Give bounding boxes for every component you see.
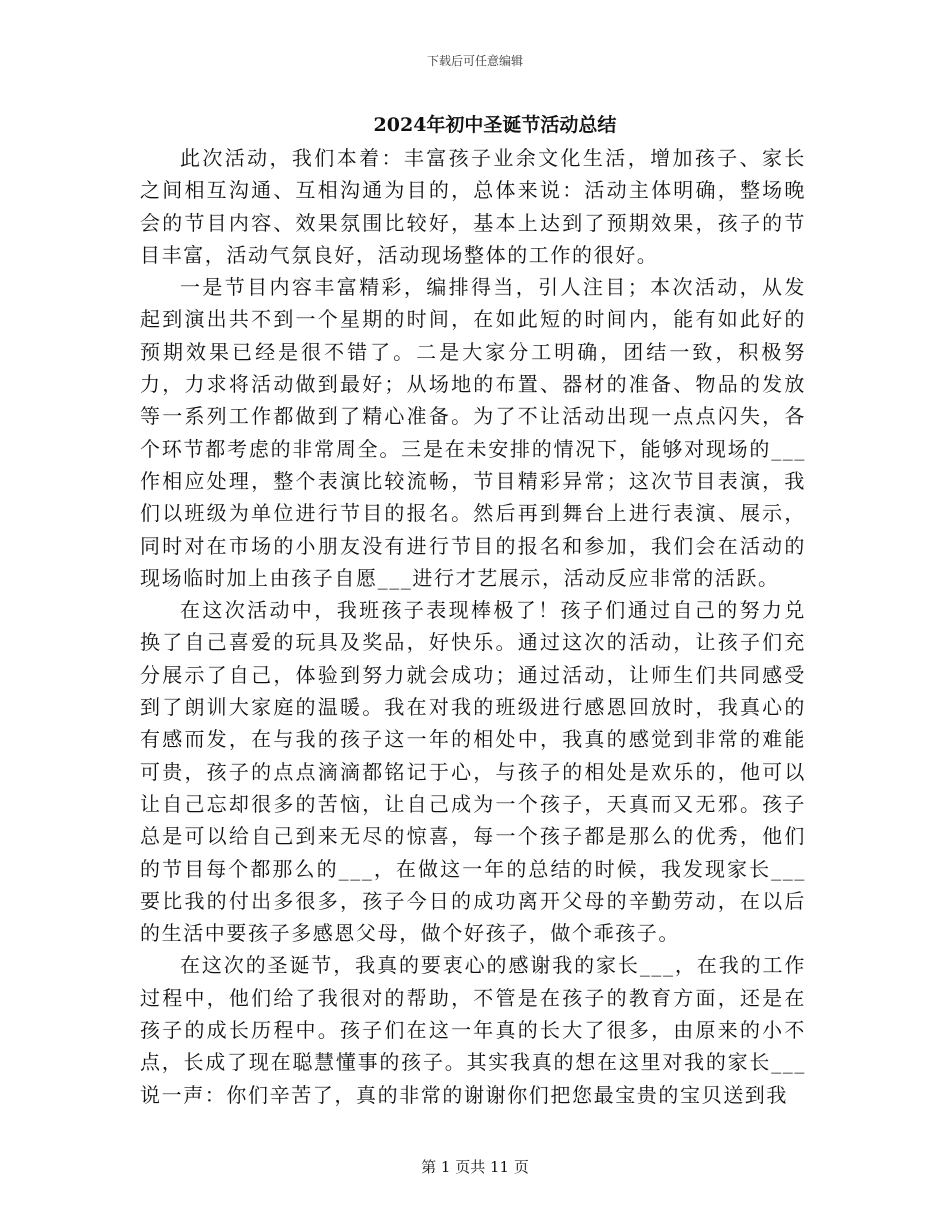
download-note: 下载后可任意编辑 [426, 54, 523, 68]
document-title: 2024年初中圣诞节活动总结 [373, 114, 617, 136]
page-number: 第 1 页共 11 页 [421, 1158, 529, 1176]
paragraph-class-performance: 在这次活动中，我班孩子表现棒极了！孩子们通过自己的努力兑换了自己喜爱的玩具及奖品，好快乐。通过这次的活动，让孩子们充分展示了自己，体验到努力就会成功；通过活动，让师生们共同感受到了朗训大家庭的温暖。我在对我的班级进行感恩回放时，我真心的有感而发，在与我的孩子这一年的相处中，我真的感觉到非常的难能可贵，孩子的点点滴滴都铭记于心，与孩子的相处是欢乐的，他可以让自己忘却很多的苦恼，让自己成为一个孩子，天真而又无邪。孩子总是可以给自己到来无尽的惊喜，每一个孩子都是那么的优秀，他们的节目每个都那么的___，在做这一年的总结的时候，我发现家长___要比我的付出多很多，孩子今日的成功离开父母的辛勤劳动，在以后的生活中要孩子多感恩父母，做个好孩子，做个乖孩子。 [140, 598, 806, 946]
paragraph-intro: 此次活动，我们本着：丰富孩子业余文化生活，增加孩子、家长之间相互沟通、互相沟通为目的，总体来说：活动主体明确，整场晚会的节目内容、效果氛围比较好，基本上达到了预期效果，孩子的节目丰富，活动气氛良好，活动现场整体的工作的很好。 [140, 146, 806, 267]
paragraph-thanks-parents: 在这次的圣诞节，我真的要衷心的感谢我的家长___，在我的工作过程中，他们给了我很对的帮助，不管是在孩子的教育方面，还是在孩子的成长历程中。孩子们在这一年真的长大了很多，由原来的小不点，长成了现在聪慧懂事的孩子。其实我真的想在这里对我的家长___说一声：你们辛苦了，真的非常的谢谢你们把您最宝贵的宝贝送到我 [140, 953, 806, 1107]
paragraph-highlights: 一是节目内容丰富精彩，编排得当，引人注目；本次活动，从发起到演出共不到一个星期的时间，在如此短的时间内，能有如此好的预期效果已经是很不错了。二是大家分工明确，团结一致，积极努力，力求将活动做到最好；从场地的布置、器材的准备、物品的发放等一系列工作都做到了精心准备。为了不让活动出现一点点闪失，各个环节都考虑的非常周全。三是在未安排的情况下，能够对现场的___作相应处理，整个表演比较流畅，节目精彩异常；这次节目表演，我们以班级为单位进行节目的报名。然后再到舞台上进行表演、展示，同时对在市场的小朋友没有进行节目的报名和参加，我们会在活动的现场临时加上由孩子自愿___进行才艺展示，活动反应非常的活跃。 [140, 275, 806, 590]
document-body [140, 142, 806, 1111]
